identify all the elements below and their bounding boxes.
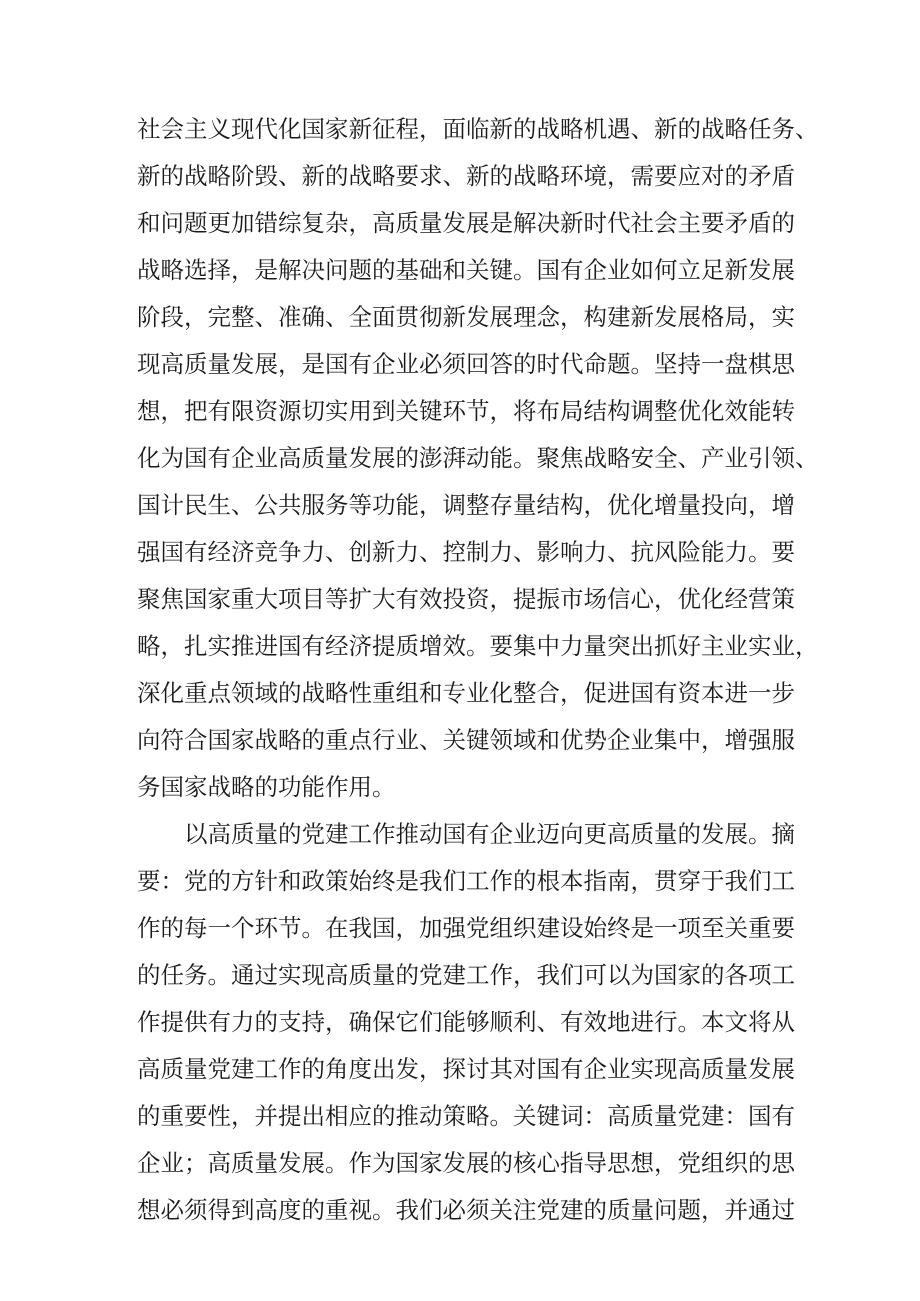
paragraph-2-line-5: 作提供有力的支持，确保它们能够顺利、有效地进行。本文将从 (137, 1008, 795, 1036)
paragraph-1-line-6: 现高质量发展，是国有企业必须回答的时代命题。坚持一盘棋思 (137, 350, 795, 378)
paragraph-2-line-4: 的任务。通过实现高质量的党建工作，我们可以为国家的各项工 (137, 961, 795, 989)
paragraph-2-line-6: 高质量党建工作的角度出发，探讨其对国有企业实现高质量发展 (137, 1055, 795, 1083)
paragraph-1-line-15: 务国家战略的功能作用。 (137, 773, 396, 801)
paragraph-2-line-8: 企业；高质量发展。作为国家发展的核心指导思想，党组织的思 (137, 1149, 795, 1177)
paragraph-1-line-9: 国计民生、公共服务等功能，调整存量结构，优化增量投向，增 (137, 491, 795, 519)
paragraph-1-line-8: 化为国有企业高质量发展的澎湃动能。聚焦战略安全、产业引领、 (137, 444, 819, 472)
paragraph-1-line-12: 略，扎实推进国有经济提质增效。要集中力量突出抓好主业实业， (137, 632, 819, 660)
paragraph-2-line-9: 想必须得到高度的重视。我们必须关注党建的质量问题，并通过 (137, 1196, 795, 1224)
paragraph-1-line-13: 深化重点领域的战略性重组和专业化整合，促进国有资本进一步 (137, 679, 795, 707)
paragraph-2-line-1: 以高质量的党建工作推动国有企业迈向更高质量的发展。摘 (184, 820, 795, 848)
paragraph-1-line-10: 强国有经济竞争力、创新力、控制力、影响力、抗风险能力。要 (137, 538, 795, 566)
paragraph-1-line-11: 聚焦国家重大项目等扩大有效投资，提振市场信心，优化经营策 (137, 585, 795, 613)
paragraph-1-line-14: 向符合国家战略的重点行业、关键领域和优势企业集中，增强服 (137, 726, 795, 754)
paragraph-1-line-2: 新的战略阶毁、新的战略要求、新的战略环境，需要应对的矛盾 (137, 162, 795, 190)
paragraph-2-line-7: 的重要性，并提出相应的推动策略。关键词：高质量党建：国有 (137, 1102, 795, 1130)
paragraph-1-line-4: 战略选择，是解决问题的基础和关键。国有企业如何立足新发展 (137, 256, 795, 284)
paragraph-1-line-3: 和问题更加错综复杂，高质量发展是解决新时代社会主要矛盾的 (137, 209, 795, 237)
paragraph-1-line-5: 阶段，完整、准确、全面贯彻新发展理念，构建新发展格局，实 (137, 303, 795, 331)
paragraph-2-line-2: 要：党的方针和政策始终是我们工作的根本指南，贯穿于我们工 (137, 867, 795, 895)
paragraph-1-line-7: 想，把有限资源切实用到关键环节，将布局结构调整优化效能转 (137, 397, 795, 425)
paragraph-2-line-3: 作的每一个环节。在我国，加强党组织建设始终是一项至关重要 (137, 914, 795, 942)
paragraph-1-line-1: 社会主义现代化国家新征程，面临新的战略机遇、新的战略任务、 (137, 115, 819, 143)
